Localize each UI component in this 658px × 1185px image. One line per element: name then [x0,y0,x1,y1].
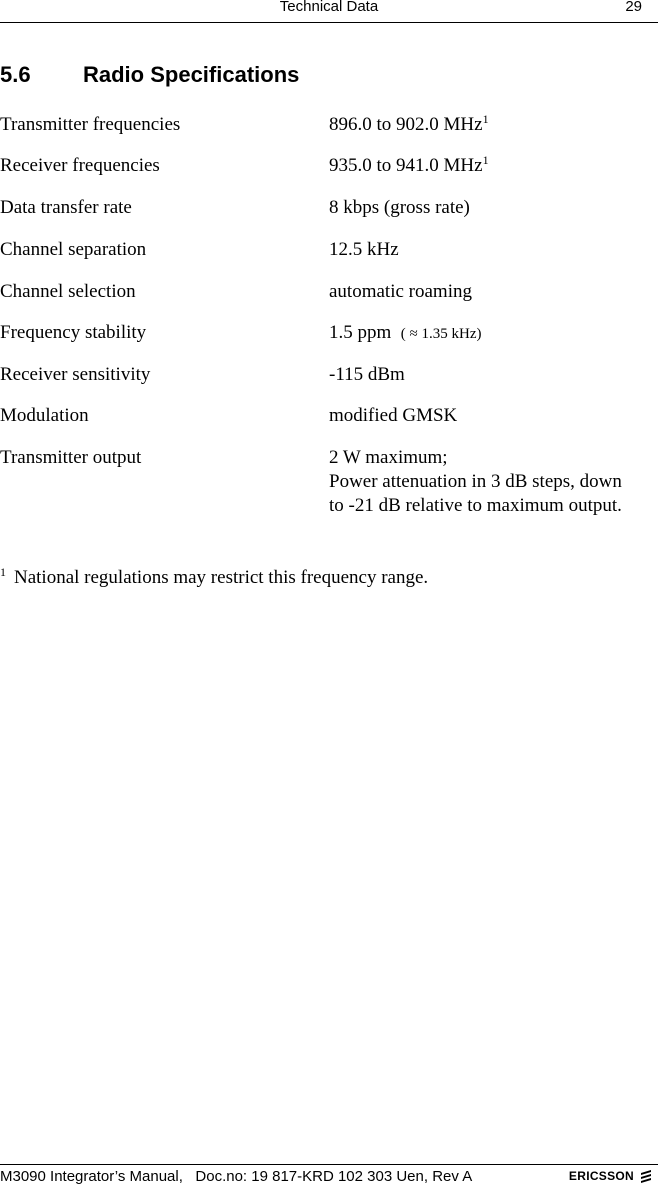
running-header-title: Technical Data [279,0,379,15]
spec-value [329,321,654,346]
spec-value [329,446,654,518]
value-text: 1.5 ppm [329,322,392,343]
spec-label: Channel selection [0,281,136,302]
spec-value [329,113,654,137]
spec-value: automatic roaming [329,281,472,302]
spec-label: Modulation [0,405,89,426]
spec-label: Transmitter frequencies [0,114,181,135]
footnote-ref: 1 [482,153,489,167]
header-rule [0,22,658,23]
logo-text: ERICSSON [568,1169,634,1183]
spec-label: Data transfer rate [0,197,132,218]
footnote-mark: 1 [0,565,6,579]
value-line: 2 W maximum; [329,447,448,468]
section-number: 5.6 [0,62,31,87]
ericsson-mark-icon [640,1169,652,1183]
spec-value: 12.5 kHz [329,239,399,260]
value-text: 896.0 to 902.0 MHz [329,114,483,135]
footnote-text: National regulations may restrict this frequency range. [14,567,429,588]
spec-label: Frequency stability [0,322,147,343]
footer-rule [0,1164,658,1165]
spec-label: Channel separation [0,239,147,260]
spec-label: Receiver frequencies [0,155,160,176]
spec-label: Transmitter output [0,447,142,468]
page-number: 29 [625,0,642,15]
value-note: ( ≈ 1.35 kHz) [400,326,482,342]
spec-label: Receiver sensitivity [0,364,151,385]
spec-value: modified GMSK [329,405,458,426]
spec-value: -115 dBm [329,364,405,385]
footnote-ref: 1 [482,112,489,126]
value-line: to -21 dB relative to maximum output. [329,495,622,516]
spec-value: 8 kbps (gross rate) [329,197,470,218]
ericsson-logo [569,1169,652,1183]
value-line: Power attenuation in 3 dB steps, down [329,471,622,492]
section-title: Radio Specifications [83,62,300,87]
footer-doc-info: M3090 Integrator’s Manual, Doc.no: 19 817-KRD 102 303 Uen, Rev A [0,1168,473,1185]
footnote [0,567,428,589]
spec-value [329,154,654,178]
value-text: 935.0 to 941.0 MHz [329,155,483,176]
